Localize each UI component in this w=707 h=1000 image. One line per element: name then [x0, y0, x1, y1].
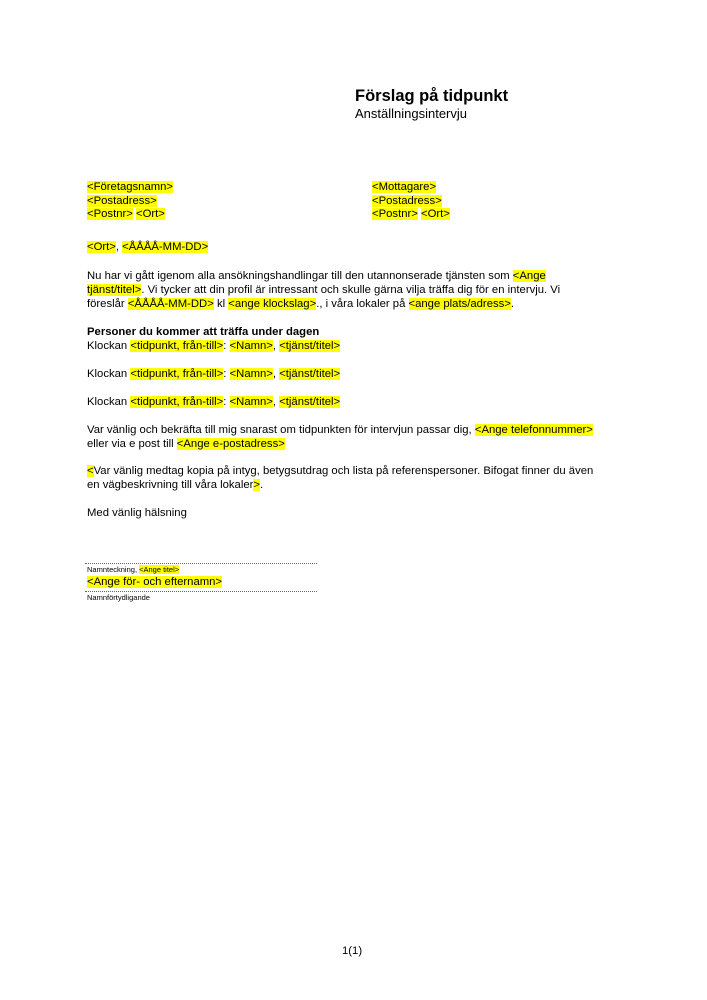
bring-paragraph — [87, 465, 627, 493]
intro-time-placeholder[interactable]: <ange klockslag> — [228, 297, 317, 310]
clarification-label: Namnförtydligande — [87, 593, 150, 602]
page-subtitle: Anställningsintervju — [355, 106, 468, 121]
intro-text-1: Nu har vi gått igenom alla ansökningshandlingar till den utannonserade tjänsten som — [87, 270, 513, 282]
people-row-sep: , — [272, 368, 280, 380]
bring-text-2: en vägbeskrivning till våra lokaler — [87, 478, 254, 491]
dateline-ort-placeholder[interactable]: <Ort> — [87, 241, 116, 253]
people-row-time-placeholder[interactable]: <tidpunkt, från-till> — [130, 340, 224, 352]
people-row-prefix: Klockan — [87, 368, 131, 380]
bring-close-bracket[interactable]: > — [253, 478, 261, 491]
people-row-sep: , — [272, 340, 280, 352]
people-row-sep: : — [223, 368, 230, 380]
intro-text-2b: föreslår — [87, 297, 128, 310]
sender-ort-placeholder[interactable]: <Ort> — [136, 208, 165, 221]
people-row-name-placeholder[interactable]: <Namn> — [229, 396, 273, 408]
confirm-text-2: eller via e post till — [87, 437, 177, 450]
intro-place-placeholder[interactable]: <ange plats/adress> — [408, 297, 511, 310]
intro-date-placeholder[interactable]: <ÅÅÅÅ-MM-DD> — [127, 297, 214, 310]
bring-text-1: Var vänlig medtag kopia på intyg, betygsutdrag och lista på referenspersoner. Bifogat finner du även — [93, 465, 594, 477]
sender-address-block — [87, 181, 173, 222]
clarification-line — [85, 591, 317, 592]
confirm-text-1: Var vänlig och bekräfta till mig snarast om tidpunkten för intervjun passar dig, — [87, 424, 475, 436]
closing-greeting: Med vänlig hälsning — [87, 507, 187, 519]
recipient-name-placeholder[interactable]: <Mottagare> — [372, 181, 437, 193]
bring-open-bracket[interactable]: < — [87, 465, 94, 477]
people-row-title-placeholder[interactable]: <tjänst/titel> — [279, 368, 341, 380]
signature-title-placeholder[interactable]: <Ange titel> — [139, 565, 180, 574]
people-row-prefix: Klockan — [87, 396, 131, 408]
sender-address-placeholder[interactable]: <Postadress> — [87, 194, 157, 207]
intro-text-3: kl — [213, 297, 229, 310]
signature-name-row — [87, 576, 222, 588]
people-row-title-placeholder[interactable]: <tjänst/titel> — [279, 340, 341, 352]
signature-line — [85, 563, 317, 564]
sender-postnr-placeholder[interactable]: <Postnr> — [87, 208, 133, 221]
people-row-name-placeholder[interactable]: <Namn> — [229, 368, 273, 380]
intro-text-4: ., i våra lokaler på — [316, 297, 409, 310]
intro-text-2: . Vi tycker att din profil är intressant och skulle gärna vilja träffa dig för en intervju. Vi — [141, 283, 561, 296]
signature-name-placeholder[interactable]: <Ange för- och efternamn> — [87, 576, 223, 588]
intro-paragraph — [87, 270, 627, 311]
people-row — [87, 396, 340, 408]
recipient-postnr-placeholder[interactable]: <Postnr> — [372, 208, 418, 221]
page-title: Förslag på tidpunkt — [355, 87, 509, 105]
page-number: 1(1) — [342, 945, 363, 957]
confirm-paragraph — [87, 424, 627, 452]
confirm-phone-placeholder[interactable]: <Ange telefonnummer> — [474, 424, 593, 436]
intro-title-placeholder-b[interactable]: tjänst/titel> — [87, 283, 142, 296]
dateline — [87, 241, 208, 255]
bring-text-3: . — [260, 478, 264, 491]
people-row — [87, 368, 340, 380]
people-row-sep: , — [272, 396, 280, 408]
sender-company-placeholder[interactable]: <Företagsnamn> — [87, 181, 174, 193]
confirm-email-placeholder[interactable]: <Ange e-postadress> — [176, 437, 285, 450]
people-row-title-placeholder[interactable]: <tjänst/titel> — [279, 396, 341, 408]
people-heading: Personer du kommer att träffa under dagen — [87, 326, 320, 338]
people-row-sep: : — [223, 340, 230, 352]
signature-label-text: Namnteckning, — [87, 565, 140, 574]
people-row — [87, 340, 340, 352]
intro-title-placeholder-a[interactable]: <Ange — [512, 270, 546, 282]
dateline-date-placeholder[interactable]: <ÅÅÅÅ-MM-DD> — [122, 241, 209, 253]
people-row-prefix: Klockan — [87, 340, 131, 352]
people-row-name-placeholder[interactable]: <Namn> — [229, 340, 273, 352]
dateline-separator: , — [115, 241, 123, 253]
people-row-time-placeholder[interactable]: <tidpunkt, från-till> — [130, 396, 224, 408]
people-row-time-placeholder[interactable]: <tidpunkt, från-till> — [130, 368, 224, 380]
signature-label — [87, 565, 179, 574]
intro-text-5: . — [510, 297, 515, 310]
recipient-ort-placeholder[interactable]: <Ort> — [421, 208, 450, 221]
recipient-address-block — [372, 181, 450, 222]
people-row-sep: : — [223, 396, 230, 408]
recipient-address-placeholder[interactable]: <Postadress> — [372, 194, 442, 207]
